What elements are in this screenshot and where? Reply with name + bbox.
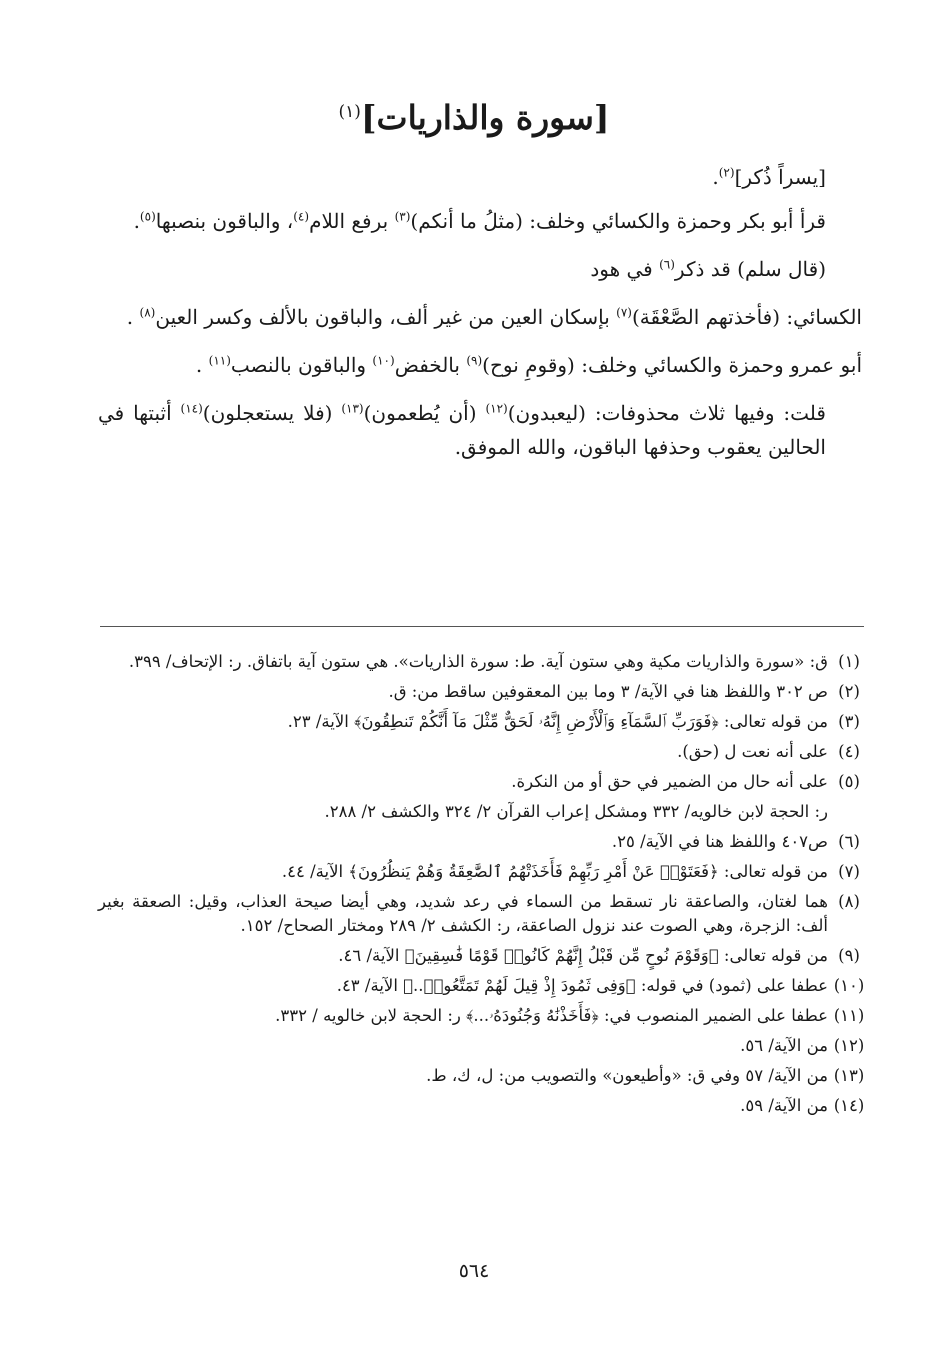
footnote-item xyxy=(98,974,870,998)
footnote-text: على أنه نعت ل (حق). xyxy=(677,742,828,761)
footnote-text: من قوله تعالى: ﴿فَوَرَبِّ ٱلسَّمَآءِ وَٱلْأَرْضِ إِنَّهُۥ لَحَقٌّ مِّثْلَ مَآ أَنَّكُمْ تَنطِقُونَ﴾ الآية/ ٢٣. xyxy=(287,712,828,731)
footnote-item xyxy=(98,944,870,968)
footnote-item xyxy=(98,680,870,704)
footnote-marker: (١) xyxy=(338,102,361,122)
main-text xyxy=(98,160,862,478)
footnote-reference-line: ر: الحجة لابن خالويه/ ٣٣٢ ومشكل إعراب القرآن ٢/ ٣٢٤ والكشف ٢/ ٢٨٨. xyxy=(324,802,828,821)
paragraph-2: قرأ أبو بكر وحمزة والكسائي وخلف: (مثلُ ما أنكم)$^{(٣)}$ برفع اللام$^{(٤)}$، والباقون بنصبها$^{(٥)}$. xyxy=(133,209,826,233)
footnote-number: (٦) xyxy=(838,832,860,851)
footnote-number: (٢) xyxy=(838,682,860,701)
footnote-item xyxy=(98,1094,870,1118)
footnote-number: (١١) xyxy=(833,1006,865,1025)
footnote-number: (٨) xyxy=(838,892,860,911)
footnote-item xyxy=(98,770,870,794)
footnotes xyxy=(98,650,870,1124)
paragraph-3: (قال سلم) قد ذكر$^{(٦)}$ في هود xyxy=(590,257,826,281)
footnote-marker: (١٣) xyxy=(341,401,364,416)
footnote-number: (١٣) xyxy=(833,1066,865,1085)
footnote-number: (٧) xyxy=(838,862,860,881)
page-number: ٥٦٤ xyxy=(458,1260,490,1282)
footnote-marker: (١١) xyxy=(208,353,231,368)
footnote-item xyxy=(98,860,870,884)
footnote-marker: (٣) xyxy=(394,209,411,224)
footnote-marker: (٨) xyxy=(139,305,156,320)
footnote-item xyxy=(98,890,870,938)
paragraph-1: [يسراً ذُكر]$^{(٢)}$. xyxy=(712,165,826,189)
footnote-text: من قوله تعالى: ﴿فَعَتَوْا۟ عَنْ أَمْرِ رَبِّهِمْ فَأَخَذَتْهُمُ ٱلصَّٰعِقَةُ وَهُمْ يَنظُرُونَ﴾ الآية/ ٤٤. xyxy=(281,862,828,881)
footnote-item xyxy=(98,1004,870,1028)
footnote-item xyxy=(98,650,870,674)
footnote-text: ق: «سورة والذاريات مكية وهي ستون آية. ط: سورة الذاريات». هي ستون آية باتفاق. ر: الإتحاف/ ٣٩٩. xyxy=(128,652,828,671)
footnote-number: (٣) xyxy=(838,712,860,731)
footnote-text: هما لغتان، والصاعقة نار تسقط من السماء في رعد شديد، وهي أيضا صيحة العذاب، وقيل: الصعقة بغير ألف: الزجرة، وهي الصوت عند نزول الصاعقة، ر: الكشف ٢/ ٢٨٩ ومختار الصحاح/ ١٥٢. xyxy=(98,892,828,935)
footnote-text: من قوله تعالى: ﴿وَقَوْمَ نُوحٍ مِّن قَبْلُ إِنَّهُمْ كَانُوا۟ قَوْمًا فَٰسِقِينَ﴾ الآية/ ٤٦. xyxy=(338,946,828,965)
footnote-separator xyxy=(100,626,864,627)
footnote-marker: (٩) xyxy=(466,353,483,368)
footnote-number: (٩) xyxy=(838,946,860,965)
footnote-number: (١) xyxy=(838,652,860,671)
footnote-marker: (١٠) xyxy=(372,353,395,368)
footnote-text: ص ٣٠٢ واللفظ هنا في الآية/ ٣ وما بين المعقوفين ساقط من: ق. xyxy=(388,682,828,701)
surah-title-text: [سورة والذاريات] xyxy=(360,98,610,137)
footnote-number: (١٠) xyxy=(833,976,865,995)
footnote-item xyxy=(98,740,870,764)
surah-title xyxy=(0,98,948,137)
footnote-text: ص٤٠٧ واللفظ هنا في الآية/ ٢٥. xyxy=(611,832,828,851)
footnote-text: عطفا على (ثمود) في قوله: ﴿وَفِى ثَمُودَ إِذْ قِيلَ لَهُمْ تَمَتَّعُوا۟..﴾ الآية/ ٤٣. xyxy=(336,976,828,995)
footnote-number: (١٤) xyxy=(833,1096,865,1115)
footnote-number: (١٢) xyxy=(833,1036,865,1055)
footnote-number: (٤) xyxy=(838,742,860,761)
footnote-text: من الآية/ ٥٧ وفي ق: «وأطيعون» والتصويب من: ل، ك، ط. xyxy=(426,1066,828,1085)
footnote-marker: (٢) xyxy=(718,165,735,180)
footnote-marker: (٤) xyxy=(293,209,310,224)
footnote-text: على أنه حال من الضمير في حق أو من النكرة. xyxy=(511,772,828,791)
footnote-text: من الآية/ ٥٩. xyxy=(740,1096,828,1115)
footnote-text: من الآية/ ٥٦. xyxy=(740,1036,828,1055)
footnote-number: (٥) xyxy=(838,772,860,791)
footnote-item xyxy=(98,1064,870,1088)
footnote-marker: (١٤) xyxy=(180,401,203,416)
footnote-item xyxy=(98,1034,870,1058)
footnote-item xyxy=(98,830,870,854)
paragraph-5: أبو عمرو وحمزة والكسائي وخلف: (وقومِ نوح)$^{(٩)}$ بالخفض$^{(١٠)}$ والباقون بالنصب$^{(١١)}$ . xyxy=(195,353,862,377)
footnote-marker: (١٢) xyxy=(485,401,508,416)
footnote-marker: (٧) xyxy=(616,305,632,320)
footnote-text: عطفا على الضمير المنصوب في: ﴿فَأَخَذْنَٰهُ وَجُنُودَهُۥ...﴾ ر: الحجة لابن خالويه / ٣٣٢. xyxy=(275,1006,828,1025)
footnote-marker: (٦) xyxy=(659,257,675,272)
footnote-marker: (٥) xyxy=(139,209,156,224)
footnote-item xyxy=(98,710,870,734)
paragraph-6: قلت: وفيها ثلاث محذوفات: (ليعبدون)$^{(١٢)}$ (أن يُطعمون)$^{(١٣)}$ (فلا يستعجلون)$^{(١٤)}$ أثبتها في الحالين يعقوب وحذفها الباقون، والله الموفق. xyxy=(98,401,826,459)
paragraph-4: الكسائي: (فأخذتهم الصَّعْقَة)$^{(٧)}$ بإسكان العين من غير ألف، والباقون بالألف وكسر العين$^{(٨)}$ . xyxy=(126,305,862,329)
